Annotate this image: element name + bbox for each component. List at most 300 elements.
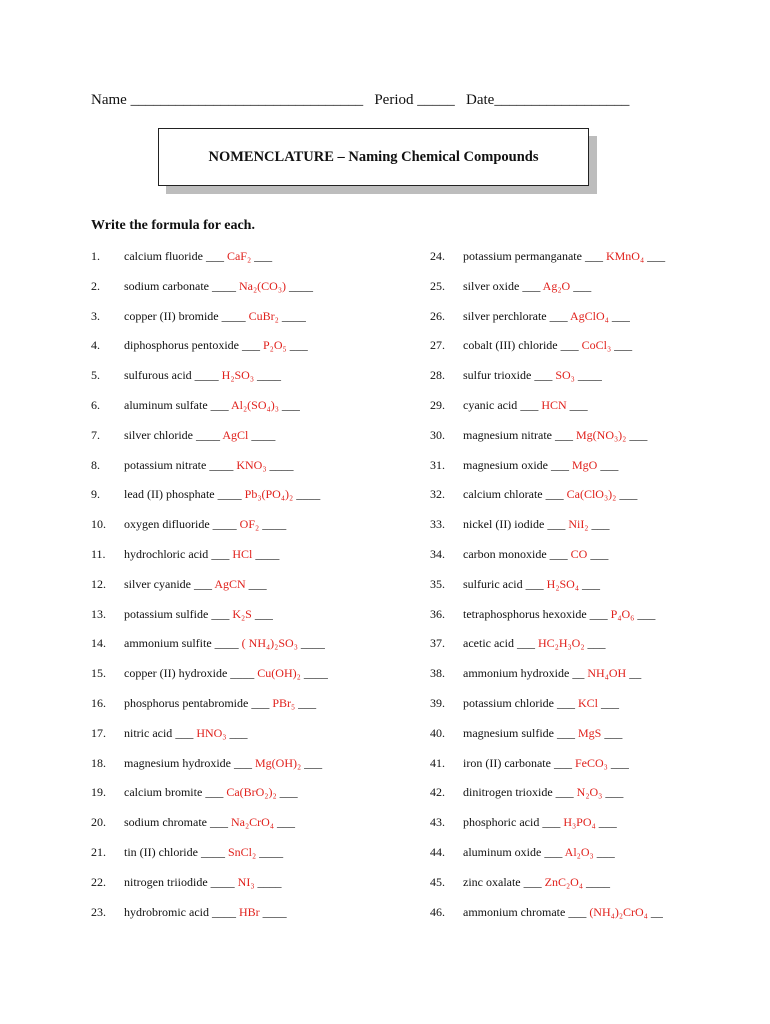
compound-name: nitric acid	[124, 725, 173, 740]
question-row	[91, 636, 421, 666]
answer-formula[interactable]: HNO₃	[196, 725, 227, 740]
question-number: 40.	[430, 725, 445, 740]
question-number: 19.	[91, 785, 106, 800]
answer-blank-after: ___	[277, 815, 296, 830]
compound-name-line	[463, 517, 610, 532]
answer-formula[interactable]: Na₂(CO₃)	[238, 278, 287, 293]
answer-blank-after: __	[629, 666, 642, 681]
answer-blank-after: ___	[590, 546, 609, 561]
question-row	[91, 338, 421, 368]
question-row	[430, 368, 760, 398]
question-row	[91, 279, 421, 309]
compound-name: nitrogen triiodide	[124, 874, 208, 889]
question-number: 4.	[91, 338, 100, 353]
answer-blank-after: ___	[647, 249, 666, 263]
answer-formula[interactable]: Mg(NO₃)₂	[575, 427, 627, 442]
compound-name: phosphoric acid	[463, 815, 540, 830]
page-title: NOMENCLATURE – Naming Chemical Compounds	[208, 148, 539, 165]
answer-blank-before: ___	[233, 755, 252, 770]
question-number: 26.	[430, 308, 445, 323]
answer-blank-before: ___	[553, 755, 572, 770]
answer-blank-after: ___	[281, 397, 300, 412]
question-row	[430, 517, 760, 547]
answer-blank-after: ____	[257, 368, 282, 383]
answer-blank-before: ____	[217, 487, 242, 502]
compound-name: sulfurous acid	[124, 368, 192, 383]
compound-name-line	[124, 458, 294, 473]
question-row	[91, 726, 421, 756]
answer-blank-after: ___	[610, 755, 629, 770]
answer-blank-before: ___	[211, 546, 230, 561]
answer-blank-before: ___	[242, 338, 260, 353]
question-row	[430, 249, 760, 279]
answer-blank-after: ___	[254, 249, 273, 263]
question-number: 38.	[430, 666, 445, 681]
answer-formula[interactable]: HCl	[232, 546, 253, 561]
answer-blank-before: ___	[520, 397, 539, 412]
date-field[interactable]: __________________	[494, 92, 630, 108]
answer-blank-before: ___	[560, 338, 579, 353]
answer-formula[interactable]: NI₃	[237, 874, 255, 889]
question-row	[91, 309, 421, 339]
answer-formula[interactable]: HCN	[541, 397, 567, 412]
answer-blank-before: ___	[522, 278, 541, 293]
compound-name-line	[124, 577, 267, 592]
answer-blank-after: ____	[577, 368, 602, 383]
compound-name-line	[124, 249, 272, 264]
answer-blank-after: ___	[629, 427, 648, 442]
answer-formula[interactable]: H₂SO₄	[546, 576, 580, 591]
question-number: 42.	[430, 785, 445, 800]
answer-formula[interactable]: Ca(BrO₂)₂	[226, 785, 277, 800]
question-row	[430, 726, 760, 756]
question-number: 8.	[91, 457, 100, 472]
answer-blank-before: ____	[211, 904, 236, 919]
answer-formula[interactable]: K₂S	[232, 606, 252, 621]
answer-formula[interactable]: MgO	[571, 457, 598, 472]
compound-name: sodium chromate	[124, 815, 207, 830]
answer-blank-before: ___	[205, 249, 224, 263]
question-row	[430, 815, 760, 845]
period-field[interactable]: _____	[417, 92, 455, 108]
question-row	[430, 398, 760, 428]
compound-name-line	[463, 577, 600, 592]
compound-name: cobalt (III) chloride	[463, 338, 558, 353]
question-row	[430, 696, 760, 726]
compound-name-line	[124, 875, 282, 890]
answer-blank-after: ____	[262, 904, 287, 919]
compound-name-line	[463, 666, 641, 681]
answer-formula[interactable]: N₂O₃	[576, 785, 603, 800]
answer-formula[interactable]: KNO₃	[236, 457, 267, 472]
question-row	[91, 517, 421, 547]
compound-name: potassium sulfide	[124, 606, 209, 621]
compound-name: magnesium nitrate	[463, 427, 552, 442]
question-row	[91, 905, 421, 935]
question-number: 15.	[91, 666, 106, 681]
compound-name: potassium permanganate	[463, 249, 582, 263]
question-row	[91, 666, 421, 696]
compound-name: silver perchlorate	[463, 308, 547, 323]
compound-name: cyanic acid	[463, 397, 518, 412]
answer-formula[interactable]: SnCl₂	[227, 844, 257, 859]
answer-blank-after: ___	[587, 636, 606, 651]
compound-name: potassium nitrate	[124, 457, 207, 472]
question-number: 22.	[91, 874, 106, 889]
answer-blank-before: ___	[547, 517, 566, 532]
answer-blank-after: ___	[289, 338, 308, 353]
answer-blank-after: ____	[259, 844, 284, 859]
compound-name-line	[463, 279, 591, 294]
question-number: 1.	[91, 249, 100, 263]
compound-name: copper (II) bromide	[124, 308, 219, 323]
question-number: 30.	[430, 427, 445, 442]
answer-formula[interactable]: P₂O₅	[263, 338, 287, 353]
answer-blank-before: ____	[212, 517, 237, 532]
compound-name-line	[124, 905, 287, 920]
answer-blank-after: ___	[619, 487, 638, 502]
compound-name-line	[463, 636, 606, 651]
question-row	[430, 338, 760, 368]
answer-blank-before: ___	[549, 546, 568, 561]
answer-blank-before: ___	[193, 576, 212, 591]
name-label: Name	[91, 92, 127, 108]
answer-blank-after: ___	[569, 397, 588, 412]
compound-name-line	[124, 815, 295, 830]
compound-name: carbon monoxide	[463, 546, 547, 561]
question-number: 33.	[430, 517, 445, 532]
question-number: 12.	[91, 576, 106, 591]
compound-name: sulfur trioxide	[463, 368, 532, 383]
compound-name-line	[463, 785, 623, 800]
question-number: 28.	[430, 368, 445, 383]
answer-blank-after: ____	[300, 636, 325, 651]
question-row	[430, 458, 760, 488]
compound-name: phosphorus pentabromide	[124, 695, 249, 710]
compound-name-line	[124, 279, 313, 294]
question-row	[430, 309, 760, 339]
answer-formula[interactable]: Al₂(SO₄)₃	[231, 397, 279, 412]
answer-blank-before: ___	[554, 427, 573, 442]
answer-blank-after: ____	[251, 427, 276, 442]
answer-formula[interactable]: KMnO₄	[605, 249, 645, 263]
question-number: 43.	[430, 815, 445, 830]
answer-formula[interactable]: CoCl₃	[581, 338, 612, 353]
question-number: 3.	[91, 308, 100, 323]
answer-blank-before: ___	[568, 904, 587, 919]
question-number: 23.	[91, 904, 106, 919]
answer-formula[interactable]: CaF₂	[226, 249, 252, 263]
question-number: 2.	[91, 278, 100, 293]
answer-blank-before: ___	[175, 725, 194, 740]
question-number: 36.	[430, 606, 445, 621]
question-row	[430, 905, 760, 935]
question-row	[91, 249, 421, 279]
answer-formula[interactable]: SO₃	[555, 368, 575, 383]
compound-name-line	[463, 875, 610, 890]
question-number: 24.	[430, 249, 445, 263]
compound-name: zinc oxalate	[463, 874, 521, 889]
question-number: 35.	[430, 576, 445, 591]
compound-name-line	[124, 785, 298, 800]
answer-blank-before: ____	[200, 844, 225, 859]
compound-name: dinitrogen trioxide	[463, 785, 553, 800]
compound-name: calcium fluoride	[124, 249, 203, 263]
question-number: 39.	[430, 695, 445, 710]
compound-name: ammonium sulfite	[124, 636, 212, 651]
answer-formula[interactable]: Pb₃(PO₄)₂	[244, 487, 294, 502]
compound-name: tetraphosphorus hexoxide	[463, 606, 587, 621]
answer-blank-before: ___	[534, 368, 553, 383]
question-row	[91, 815, 421, 845]
compound-name-line	[463, 458, 618, 473]
answer-formula[interactable]: Na₂CrO₄	[230, 815, 275, 830]
answer-blank-after: ___	[611, 308, 630, 323]
answer-blank-after: ____	[257, 874, 282, 889]
answer-blank-after: ___	[601, 695, 619, 710]
compound-name-line	[463, 696, 619, 711]
answer-formula[interactable]: CuBr₂	[248, 308, 279, 323]
question-row	[430, 785, 760, 815]
answer-blank-after: ____	[296, 487, 321, 502]
compound-name: nickel (II) iodide	[463, 517, 545, 532]
answer-formula[interactable]: NiI₂	[568, 517, 589, 532]
answer-formula[interactable]: Mg(OH)₂	[254, 755, 302, 770]
answer-formula[interactable]: Ca(ClO₃)₂	[566, 487, 617, 502]
question-row	[430, 607, 760, 637]
compound-name: magnesium oxide	[463, 457, 548, 472]
answer-blank-after: ___	[614, 338, 633, 353]
compound-name-line	[463, 845, 615, 860]
compound-name: ammonium hydroxide	[463, 666, 570, 681]
compound-name-line	[463, 249, 665, 264]
answer-formula[interactable]: AgClO₄	[569, 308, 609, 323]
answer-blank-after: ____	[269, 457, 294, 472]
question-number: 25.	[430, 278, 445, 293]
question-number: 45.	[430, 874, 445, 889]
question-number: 34.	[430, 546, 445, 561]
compound-name: calcium bromite	[124, 785, 203, 800]
answer-blank-before: ___	[545, 487, 564, 502]
compound-name-line	[124, 487, 320, 502]
answer-formula[interactable]: Ag₂O	[542, 278, 571, 293]
question-number: 31.	[430, 457, 445, 472]
question-number: 44.	[430, 844, 445, 859]
answer-formula[interactable]: FeCO₃	[574, 755, 608, 770]
compound-name-line	[124, 309, 306, 324]
question-row	[91, 875, 421, 905]
answer-blank-before: ____	[221, 308, 246, 323]
answer-blank-after: ____	[262, 517, 287, 532]
compound-name: aluminum oxide	[463, 844, 542, 859]
answer-blank-after: ____	[303, 666, 328, 681]
answer-blank-before: ___	[516, 636, 535, 651]
answer-formula[interactable]: KCl	[577, 695, 598, 710]
answer-blank-before: ____	[211, 278, 236, 293]
answer-blank-after: ____	[586, 874, 611, 889]
question-number: 41.	[430, 755, 445, 770]
question-number: 46.	[430, 904, 445, 919]
answer-blank-before: ___	[525, 576, 544, 591]
answer-blank-before: ___	[251, 695, 270, 710]
compound-name-line	[124, 845, 283, 860]
answer-blank-before: ____	[194, 368, 219, 383]
answer-formula[interactable]: HC₂H₃O₂	[537, 636, 585, 651]
question-number: 14.	[91, 636, 106, 651]
compound-name: silver oxide	[463, 278, 520, 293]
question-number: 16.	[91, 695, 106, 710]
question-row	[430, 845, 760, 875]
answer-blank-before: ___	[211, 606, 230, 621]
answer-blank-after: ___	[229, 725, 248, 740]
question-number: 21.	[91, 844, 106, 859]
compound-name-line	[124, 517, 286, 532]
answer-formula[interactable]: ( NH₄)₂SO₃	[241, 636, 298, 651]
question-number: 27.	[430, 338, 445, 353]
question-number: 18.	[91, 755, 106, 770]
compound-name: magnesium hydroxide	[124, 755, 231, 770]
question-row	[91, 398, 421, 428]
answer-blank-before: ___	[542, 815, 561, 830]
answer-formula[interactable]: H₂SO₃	[221, 368, 255, 383]
answer-blank-before: ____	[214, 636, 239, 651]
question-number: 13.	[91, 606, 106, 621]
answer-blank-before: ___	[584, 249, 603, 263]
compound-name: ammonium chromate	[463, 904, 566, 919]
answer-formula[interactable]: HBr	[238, 904, 260, 919]
answer-blank-before: ___	[210, 397, 229, 412]
question-column-right	[430, 249, 760, 934]
question-column-left	[91, 249, 421, 934]
question-row	[91, 756, 421, 786]
answer-blank-after: ___	[637, 606, 656, 621]
compound-name-line	[124, 636, 325, 651]
answer-formula[interactable]: Cu(OH)₂	[257, 666, 301, 681]
compound-name: diphosphorus pentoxide	[124, 338, 239, 353]
question-row	[430, 666, 760, 696]
compound-name-line	[463, 487, 637, 502]
date-label: Date	[466, 92, 495, 108]
answer-blank-before: ___	[556, 695, 575, 710]
question-row	[430, 428, 760, 458]
answer-blank-after: ____	[289, 278, 314, 293]
answer-blank-after: ____	[281, 308, 306, 323]
answer-blank-after: ___	[605, 785, 624, 800]
question-row	[430, 487, 760, 517]
answer-formula[interactable]: Al₂O₃	[564, 844, 594, 859]
compound-name: silver cyanide	[124, 576, 191, 591]
answer-formula[interactable]: OF₂	[239, 517, 260, 532]
compound-name-line	[463, 309, 630, 324]
compound-name-line	[463, 815, 617, 830]
compound-name-line	[463, 338, 632, 353]
compound-name: hydrobromic acid	[124, 904, 209, 919]
compound-name-line	[124, 756, 322, 771]
question-row	[430, 547, 760, 577]
question-number: 37.	[430, 636, 445, 651]
answer-formula[interactable]: NH₄OH	[587, 666, 627, 681]
compound-name-line	[124, 428, 275, 443]
compound-name-line	[463, 368, 602, 383]
compound-name: aluminum sulfate	[124, 397, 208, 412]
answer-formula[interactable]: H₃PO₄	[563, 815, 596, 830]
answer-blank-before: __	[572, 666, 585, 681]
answer-blank-before: ____	[230, 666, 255, 681]
name-field[interactable]: _______________________________	[130, 92, 364, 108]
answer-blank-after: __	[650, 904, 663, 919]
compound-name: calcium chlorate	[463, 487, 543, 502]
question-number: 9.	[91, 487, 100, 502]
compound-name-line	[124, 666, 328, 681]
answer-formula[interactable]: ZnC₂O₄	[544, 874, 584, 889]
instructions: Write the formula for each.	[91, 218, 255, 233]
compound-name: lead (II) phosphate	[124, 487, 215, 502]
question-row	[91, 696, 421, 726]
answer-blank-after: ___	[573, 278, 592, 293]
answer-blank-before: ____	[210, 874, 235, 889]
question-row	[91, 458, 421, 488]
answer-blank-before: ___	[523, 874, 542, 889]
question-row	[430, 636, 760, 666]
answer-blank-after: ___	[600, 457, 619, 472]
compound-name-line	[463, 756, 629, 771]
compound-name-line	[124, 547, 279, 562]
compound-name-line	[463, 905, 663, 920]
compound-name-line	[463, 726, 622, 741]
compound-name: iron (II) carbonate	[463, 755, 551, 770]
compound-name: potassium chloride	[463, 695, 554, 710]
answer-blank-before: ___	[556, 725, 575, 740]
question-number: 17.	[91, 725, 106, 740]
period-label: Period	[374, 92, 414, 108]
question-row	[91, 845, 421, 875]
question-row	[91, 428, 421, 458]
answer-blank-after: ___	[304, 755, 323, 770]
question-row	[91, 487, 421, 517]
answer-blank-before: ___	[589, 606, 608, 621]
answer-formula[interactable]: AgCN	[214, 576, 246, 591]
answer-formula[interactable]: PBr₅	[272, 695, 296, 710]
compound-name-line	[124, 368, 281, 383]
compound-name: hydrochloric acid	[124, 546, 209, 561]
compound-name: magnesium sulfide	[463, 725, 554, 740]
compound-name-line	[124, 696, 316, 711]
compound-name-line	[463, 398, 588, 413]
question-row	[91, 607, 421, 637]
answer-blank-before: ____	[209, 457, 234, 472]
compound-name: oxygen difluoride	[124, 517, 210, 532]
compound-name-line	[124, 398, 300, 413]
answer-formula[interactable]: (NH₄)₂CrO₄	[589, 904, 648, 919]
compound-name: sodium carbonate	[124, 278, 209, 293]
answer-formula[interactable]: MgS	[577, 725, 602, 740]
answer-blank-after: ___	[254, 606, 273, 621]
question-number: 7.	[91, 427, 100, 442]
question-number: 29.	[430, 397, 445, 412]
question-row	[91, 547, 421, 577]
question-number: 6.	[91, 397, 100, 412]
compound-name-line	[463, 607, 655, 622]
question-number: 11.	[91, 546, 106, 561]
compound-name: sulfuric acid	[463, 576, 523, 591]
compound-name-line	[124, 607, 273, 622]
compound-name: silver chloride	[124, 427, 193, 442]
answer-blank-before: ___	[555, 785, 574, 800]
header-fields	[91, 92, 629, 109]
answer-formula[interactable]: CO	[570, 546, 588, 561]
answer-formula[interactable]: P₄O₆	[610, 606, 635, 621]
answer-formula[interactable]: AgCl	[222, 427, 249, 442]
